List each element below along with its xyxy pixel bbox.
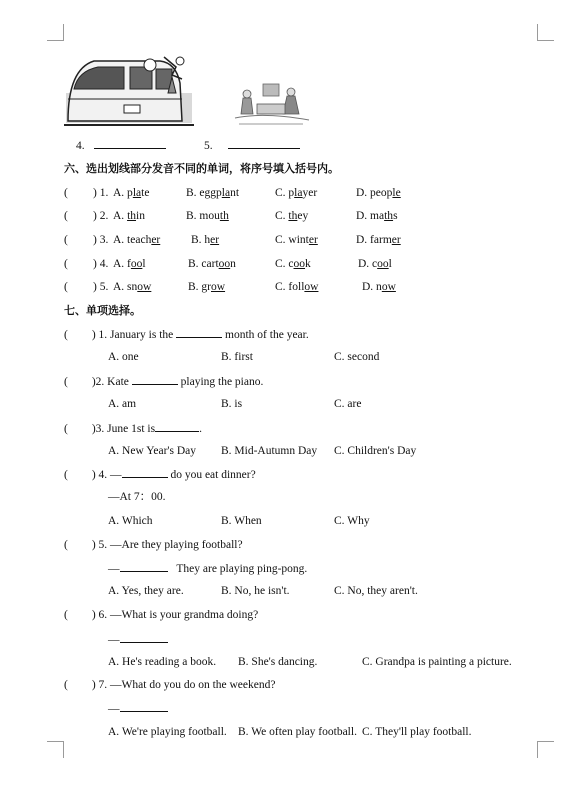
q7-option-a: A. We're playing football.: [108, 726, 227, 738]
q6-option-b: B. She's dancing.: [238, 656, 318, 668]
answer-paren[interactable]: (: [64, 281, 68, 293]
option-b: B. her: [191, 234, 220, 246]
q6-blank[interactable]: [120, 632, 168, 643]
option-a: A. plate: [113, 187, 150, 199]
option-c: C. player: [275, 187, 318, 199]
q7-line: ( ) 7. —What do you do on the weekend?: [64, 679, 276, 691]
q4-option-a: A. Which: [108, 515, 153, 527]
blank-label-5: 5.: [204, 138, 300, 153]
q3-line: ( )3. June 1st is .: [64, 423, 202, 435]
option-b: B. eggplant: [186, 187, 240, 199]
option-b: B. cartoon: [188, 258, 236, 270]
q2-option-a: A. am: [108, 398, 137, 410]
kitchen-scene-illustration: [233, 78, 311, 128]
option-c: C. cook: [275, 258, 311, 270]
section7-title: 七、单项选择。: [64, 304, 141, 317]
answer-paren[interactable]: (: [64, 609, 68, 621]
option-a: A. snow: [113, 281, 152, 293]
q5-option-c: C. No, they aren't.: [334, 585, 418, 597]
option-c: C. follow: [275, 281, 319, 293]
crop-mark-bottom-left: [47, 741, 64, 758]
crop-mark-top-left: [47, 24, 64, 41]
q4-line: ( ) 4. — do you eat dinner?: [64, 469, 256, 481]
answer-paren[interactable]: (: [64, 258, 68, 270]
option-d: D. now: [362, 281, 396, 293]
question-number: ) 1.: [93, 187, 109, 199]
answer-paren[interactable]: (: [64, 234, 68, 246]
q6-line: ( ) 6. —What is your grandma doing?: [64, 609, 259, 621]
q4-answer: —At 7：00.: [108, 491, 166, 503]
q4-option-c: C. Why: [334, 515, 370, 527]
answer-paren[interactable]: (: [64, 329, 68, 341]
q2-option-b: B. is: [221, 398, 243, 410]
q5-line: ( ) 5. —Are they playing football?: [64, 539, 243, 551]
crop-mark-bottom-right: [537, 741, 554, 758]
answer-paren[interactable]: (: [64, 539, 68, 551]
question-number: ) 4.: [93, 258, 109, 270]
q5-option-b: B. No, he isn't.: [221, 585, 290, 597]
q4-blank[interactable]: [122, 467, 168, 478]
q5-answer-line: — They are playing ping-pong.: [108, 563, 308, 575]
q7-option-c: C. They'll play football.: [362, 726, 472, 738]
q6-answer-line: —: [108, 632, 168, 647]
option-d: D. cool: [358, 258, 392, 270]
question-number: ) 5.: [93, 281, 109, 293]
question-number: ) 3.: [93, 234, 109, 246]
q3-option-c: C. Children's Day: [334, 445, 417, 457]
answer-paren[interactable]: (: [64, 423, 68, 435]
q1-line: ( ) 1. January is the month of the year.: [64, 329, 309, 341]
q5-blank[interactable]: [120, 561, 168, 572]
option-d: D. maths: [356, 210, 398, 222]
q1-option-c: C. second: [334, 351, 380, 363]
q2-blank[interactable]: [132, 374, 178, 385]
section6-title: 六、选出划线部分发音不同的单词，将序号填入括号内。: [64, 162, 339, 175]
option-c: C. winter: [275, 234, 318, 246]
answer-paren[interactable]: (: [64, 469, 68, 481]
q6-option-c: C. Grandpa is painting a picture.: [362, 656, 512, 668]
q2-option-c: C. are: [334, 398, 362, 410]
q7-answer-line: —: [108, 701, 168, 716]
q4-option-b: B. When: [221, 515, 262, 527]
q1-option-a: A. one: [108, 351, 139, 363]
answer-blank-4[interactable]: [94, 138, 166, 149]
q1-blank[interactable]: [176, 327, 222, 338]
answer-paren[interactable]: (: [64, 187, 68, 199]
blank-label-4: 4.: [76, 138, 166, 153]
q2-line: ( )2. Kate playing the piano.: [64, 376, 264, 388]
q5-option-a: A. Yes, they are.: [108, 585, 184, 597]
option-b: B. mouth: [186, 210, 229, 222]
option-c: C. they: [275, 210, 309, 222]
q1-option-b: B. first: [221, 351, 253, 363]
q7-blank[interactable]: [120, 701, 168, 712]
q6-option-a: A. He's reading a book.: [108, 656, 217, 668]
option-d: D. farmer: [356, 234, 401, 246]
q7-option-b: B. We often play football.: [238, 726, 357, 738]
option-a: A. fool: [113, 258, 146, 270]
option-a: A. thin: [113, 210, 145, 222]
option-d: D. people: [356, 187, 401, 199]
q3-option-b: B. Mid-Autumn Day: [221, 445, 318, 457]
option-b: B. grow: [188, 281, 226, 293]
q3-option-a: A. New Year's Day: [108, 445, 196, 457]
question-number: ) 2.: [93, 210, 109, 222]
answer-paren[interactable]: (: [64, 679, 68, 691]
subway-train-illustration: [64, 53, 194, 131]
option-a: A. teacher: [113, 234, 161, 246]
answer-paren[interactable]: (: [64, 376, 68, 388]
q3-blank[interactable]: [155, 421, 199, 432]
crop-mark-top-right: [537, 24, 554, 41]
answer-paren[interactable]: (: [64, 210, 68, 222]
answer-blank-5[interactable]: [228, 138, 300, 149]
